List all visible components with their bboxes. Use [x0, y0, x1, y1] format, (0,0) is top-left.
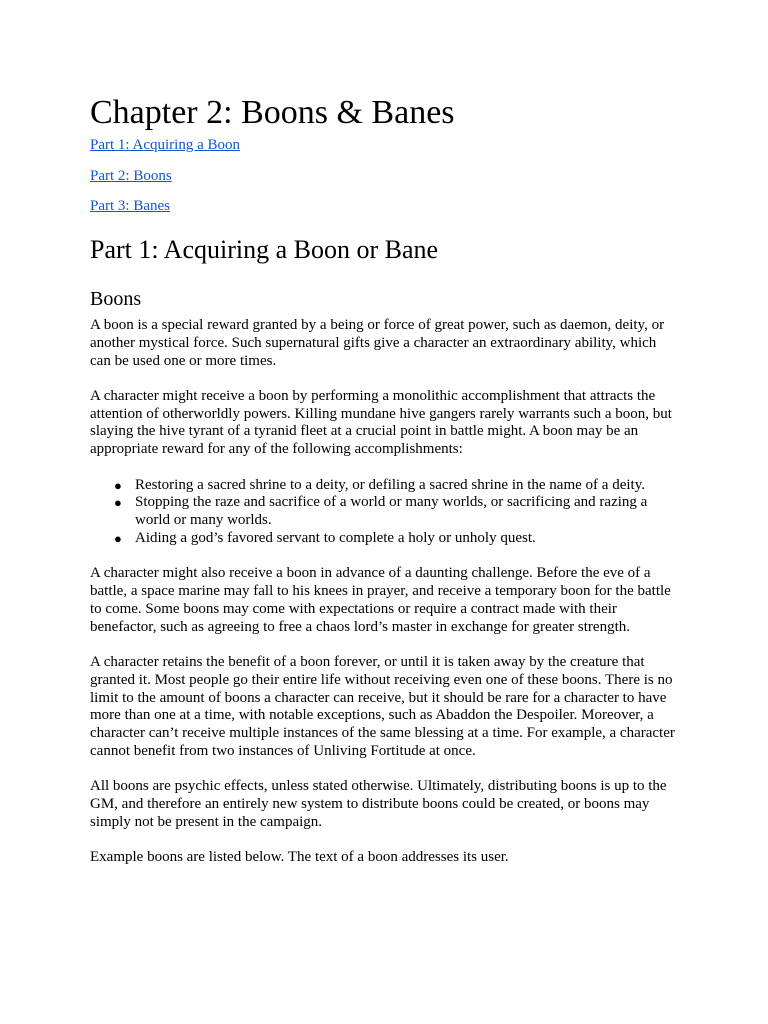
part-1-heading: Part 1: Acquiring a Boon or Bane [90, 235, 439, 264]
toc-link-part-1[interactable]: Part 1: Acquiring a Boon [90, 137, 240, 153]
paragraph: A boon is a special reward granted by a being or force of great power, such as daemon, deity, or another mystical force. Such supernatural gifts give a character an extraordinary ability, which can be used one or more times. [90, 317, 665, 369]
chapter-title: Chapter 2: Boons & Banes [90, 94, 455, 131]
toc-link-part-3[interactable]: Part 3: Banes [90, 198, 170, 214]
list-item-text: Restoring a sacred shrine to a deity, or defiling a sacred shrine in the name of a deity. [135, 476, 645, 493]
accomplishments-list [90, 477, 680, 548]
bullet-icon: ● [114, 495, 122, 511]
list-item [90, 494, 680, 530]
bullet-icon: ● [114, 477, 122, 493]
paragraph: A character retains the benefit of a boon forever, or until it is taken away by the creature that granted it. Most people go their entire life without receiving even one of these boons. There is no limit to the amount of boons a character can receive, but it should be rare for a character to have more than one at a time, with notable exceptions, such as Abaddon the Despoiler. Moreover, a character can’t receive multiple instances of the same blessing at a time. For example, a character cannot benefit from two instances of Unliving Fortitude at once. [90, 653, 675, 759]
paragraph: A character might also receive a boon in advance of a daunting challenge. Before the eve of a battle, a space marine may fall to his knees in prayer, and receive a temporary boon for the battle to come. Some boons may come with expectations or require a contract made with their benefactor, such as agreeing to free a chaos lord’s master in exchange for greater strength. [90, 565, 671, 635]
bullet-icon: ● [114, 530, 122, 546]
paragraph: Example boons are listed below. The text of a boon addresses its user. [90, 849, 509, 866]
list-item [90, 530, 680, 548]
list-item-text: Aiding a god’s favored servant to complete a holy or unholy quest. [135, 529, 536, 546]
toc-link-part-2[interactable]: Part 2: Boons [90, 167, 172, 184]
paragraph: A character might receive a boon by performing a monolithic accomplishment that attracts the attention of otherworldly powers. Killing mundane hive gangers rarely warrants such a boon, but slaying the hive tyrant of a tyranid fleet at a crucial point in battle might. A boon may be an appropriate reward for any of the following accomplishments: [90, 387, 672, 458]
paragraph: All boons are psychic effects, unless stated otherwise. Ultimately, distributing boons is up to the GM, and therefore an entirely new system to distribute boons could be created, or boons may simply not be present in the campaign. [90, 778, 667, 830]
boons-heading: Boons [90, 288, 142, 310]
list-item-text: Stopping the raze and sacrifice of a world or many worlds, or sacrificing and razing a world or many worlds. [135, 494, 648, 529]
list-item [90, 477, 680, 495]
document-page [90, 92, 680, 884]
